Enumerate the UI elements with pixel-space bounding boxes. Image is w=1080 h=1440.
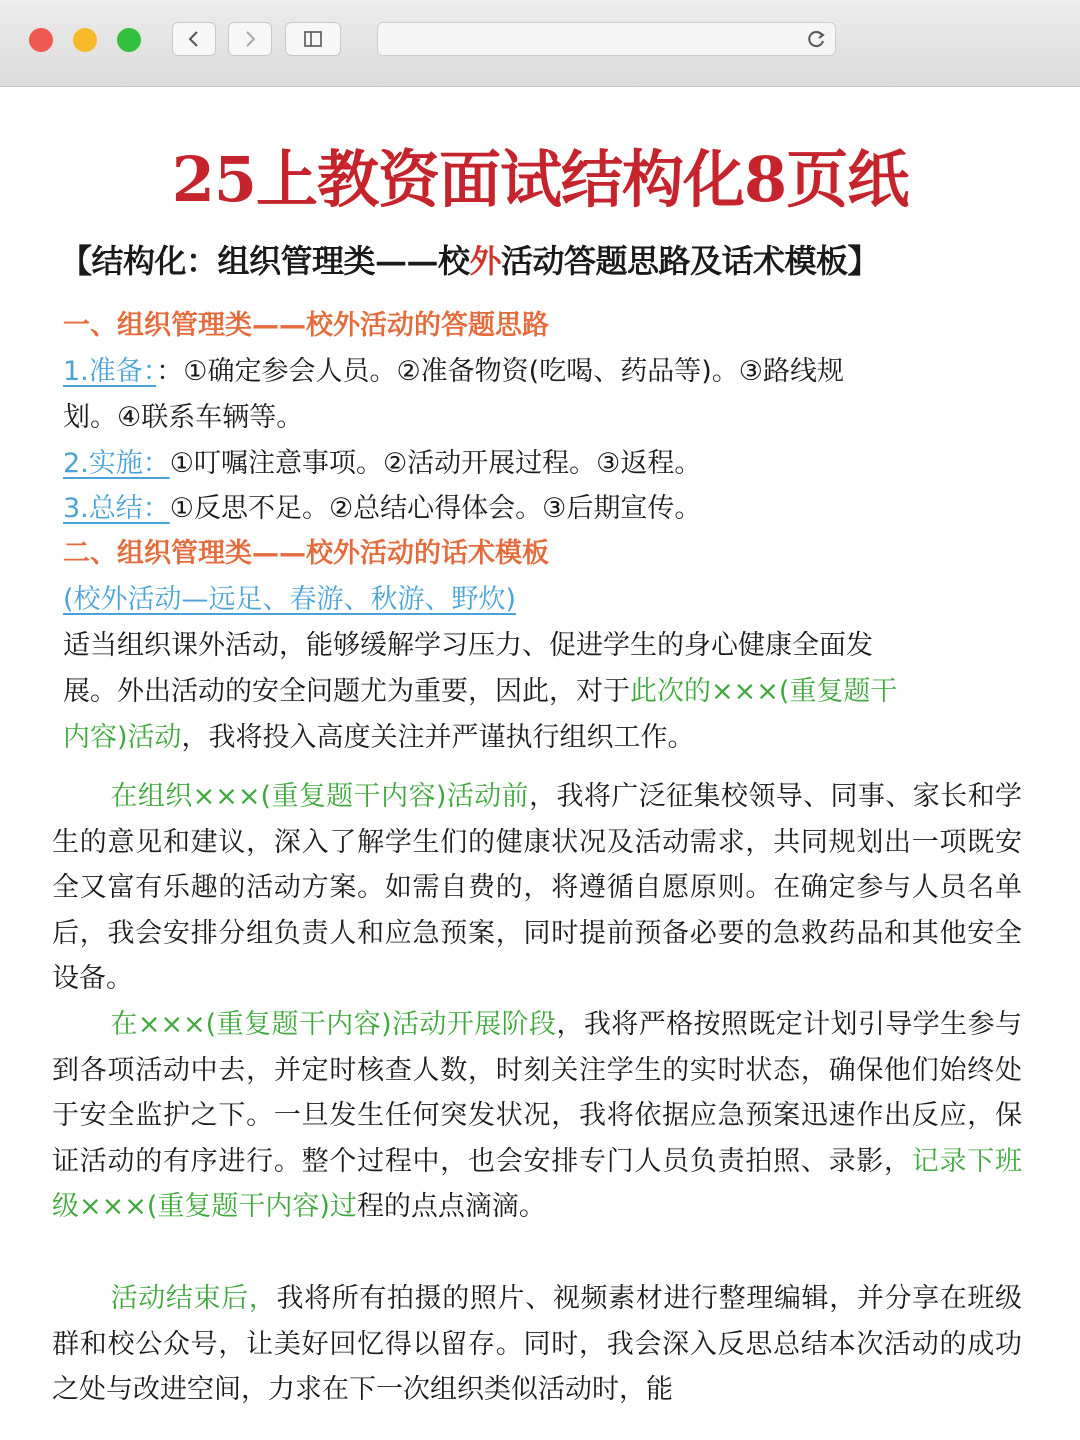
step-3-text: ①反思不足。②总结心得体会。③后期宣传。 — [169, 493, 702, 524]
back-button[interactable] — [172, 22, 216, 56]
subtitle-part-c: 活动答题思路及话术模板】 — [501, 242, 880, 280]
minimize-window-button[interactable] — [73, 28, 97, 52]
chevron-right-icon — [243, 30, 257, 48]
intro-line-3: 内容)活动，我将投入高度关注并严谨执行组织工作。 — [63, 722, 695, 753]
paragraph-after-activity — [52, 1276, 1022, 1413]
subtitle-part-a: 【结构化：组织管理类——校 — [60, 242, 470, 280]
paragraph-2-highlight-2: 记录下班级×××(重复题干内容)过 — [52, 1145, 1023, 1223]
step-2 — [63, 444, 701, 484]
paragraph-2-text: ，我将严格按照既定计划引导学生参与到各项活动中去，并定时核查人数，时刻关注学生的实时状态，确保他们始终处于安全监护之下。一旦发生任何突发状况，我将依据应急预案迅速作出反应，保证活动的有序进行。整个过程中，也会安排专门人员负责拍照、录影， — [52, 1009, 1022, 1177]
step-1-label: 1.准备： — [63, 356, 157, 387]
paragraph-during-activity — [52, 1002, 1022, 1230]
paragraph-3-text: 我将所有拍摄的照片、视频素材进行整理编辑，并分享在班级群和校公众号，让美好回忆得以留存。同时，我会深入反思总结本次活动的成功之处与改进空间，力求在下一次组织类似活动时，能 — [52, 1283, 1023, 1406]
sidebar-toggle-button[interactable] — [285, 22, 341, 56]
paragraph-before-activity — [52, 774, 1022, 1002]
forward-button[interactable] — [228, 22, 272, 56]
section-heading-2: 二、组织管理类——校外活动的话术模板 — [63, 538, 549, 569]
chevron-left-icon — [187, 30, 201, 48]
close-window-button[interactable] — [29, 28, 53, 52]
step-3 — [63, 489, 701, 529]
paragraph-2-tail: 程的点点滴滴。 — [356, 1191, 546, 1223]
subtitle-highlight: 外 — [469, 242, 502, 280]
section-heading-1: 一、组织管理类——校外活动的答题思路 — [63, 310, 549, 341]
browser-toolbar — [0, 0, 1080, 87]
paragraph-3-highlight: 活动结束后， — [110, 1283, 277, 1314]
intro-line-2: 展。外出活动的安全问题尤为重要，因此，对于此次的×××(重复题干 — [63, 676, 898, 707]
step-1 — [63, 352, 844, 392]
paragraph-1-highlight: 在组织×××(重复题干内容)活动前 — [110, 781, 530, 812]
sidebar-icon — [303, 30, 323, 48]
step-2-label: 2.实施： — [63, 448, 170, 479]
step-1-text: ：①确定参会人员。②准备物资(吃喝、药品等)。③路线规 — [156, 356, 844, 387]
paragraph-2-highlight: 在×××(重复题干内容)活动开展阶段 — [110, 1009, 557, 1040]
page-title: 25上教资面试结构化8页纸 — [171, 143, 909, 216]
maximize-window-button[interactable] — [117, 28, 141, 52]
step-1-continued: 划。④联系车辆等。 — [63, 402, 304, 433]
intro-line-1: 适当组织课外活动，能够缓解学习压力、促进学生的身心健康全面发 — [63, 630, 873, 661]
step-3-label: 3.总结： — [63, 493, 170, 524]
subtitle — [60, 236, 1050, 282]
example-tag: (校外活动—远足、春游、秋游、野炊) — [63, 584, 517, 615]
reload-icon[interactable] — [805, 28, 827, 50]
paragraph-1-text: ，我将广泛征集校领导、同事、家长和学生的意见和建议，深入了解学生们的健康状况及活动需求，共同规划出一项既安全又富有乐趣的活动方案。如需自费的，将遵循自愿原则。在确定参与人员名单后，我会安排分组负责人和应急预案，同时提前预备必要的急救药品和其他安全设备。 — [52, 781, 1023, 995]
step-2-text: ①叮嘱注意事项。②活动开展过程。③返程。 — [169, 448, 702, 479]
address-bar[interactable] — [377, 22, 836, 56]
